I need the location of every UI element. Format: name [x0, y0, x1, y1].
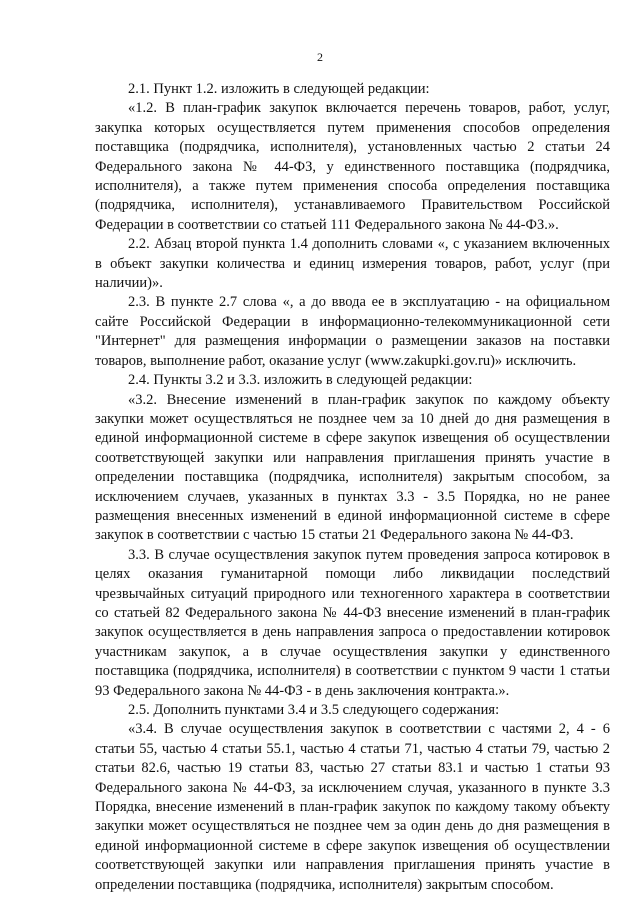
page-number: 2 — [317, 50, 323, 64]
document-body — [95, 80, 610, 895]
paragraph-2-1: 2.1. Пункт 1.2. изложить в следующей редакции: — [128, 81, 430, 97]
paragraph-clause-1-2: «1.2. В план-график закупок включается перечень товаров, работ, услуг, закупка которых осуществляется путем применения способов определения поставщика (подрядчика, исполнителя), установленных частью 2 статьи 24 Федерального закона № 44-ФЗ, у единственного поставщика (подрядчика, исполнителя), а также путем применения способа определения поставщика (подрядчика, исполнителя), устанавливаемого Правительством Российской Федерации в соответствии со статьей 111 Федерального закона № 44-ФЗ.». — [95, 100, 610, 233]
paragraph-2-4: 2.4. Пункты 3.2 и 3.3. изложить в следующей редакции: — [128, 372, 473, 389]
paragraph-2-5: 2.5. Дополнить пунктами 3.4 и 3.5 следующего содержания: — [128, 702, 500, 718]
paragraph-clause-3-3: 3.3. В случае осуществления закупок путем проведения запроса котировок в целях оказания гуманитарной помощи либо ликвидации последствий чрезвычайных ситуаций природного или техногенного характера в соответствии со статьей 82 Федерального закона № 44-ФЗ внесение изменений в план-график закупок осуществляется в день направления запроса о предоставлении котировок участникам закупок, а в случае осуществления закупки у единственного поставщика (подрядчика, исполнителя) в соответствии с пунктом 9 части 1 статьи 93 Федерального закона № 44-ФЗ - в день заключения контракта.». — [95, 546, 610, 699]
paragraph-2-2: 2.2. Абзац второй пункта 1.4 дополнить словами «, с указанием включенных в объект закупки количества и единиц измерения товаров, работ, услуг (при наличии)». — [95, 236, 610, 292]
paragraph-clause-3-2: «3.2. Внесение изменений в план-график закупок по каждому объекту закупки может осуществляться не позднее чем за 10 дней до дня размещения в единой информационной системе в сфере закупок извещения об осуществлении соответствующей закупки или направления приглашения принять участие в определении поставщика (подрядчика, исполнителя) закрытым способом, за исключением случаев, указанных в пунктах 3.3 - 3.5 Порядка, но не ранее размещения внесенных изменений в единой информационной системе в сфере закупок в соответствии с частью 15 статьи 21 Федерального закона № 44-ФЗ. — [95, 391, 610, 544]
paragraph-clause-3-4: «3.4. В случае осуществления закупок в соответствии с частями 2, 4 - 6 статьи 55, частью 4 статьи 55.1, частью 4 статьи 71, частью 4 статьи 79, частью 2 статьи 82.6, частью 19 статьи 83, частью 27 статьи 83.1 и частью 1 статьи 93 Федерального закона № 44-ФЗ, за исключением случая, указанного в пункте 3.3 Порядка, внесение изменений в план-график закупок по каждому такому объекту закупки может осуществляться не позднее чем за один день до дня размещения в единой информационной системе в сфере закупок извещения об осуществлении соответствующей закупки или направления приглашения принять участие в определении поставщика (подрядчика, исполнителя) закрытым способом. — [95, 721, 610, 893]
paragraph-2-3: 2.3. В пункте 2.7 слова «, а до ввода ее в эксплуатацию - на официальном сайте Российской Федерации в информационно-телекоммуникационной сети "Интернет" для размещения информации о размещении заказов на поставки товаров, выполнение работ, оказание услуг (www.zakupki.gov.ru)» исключить. — [95, 294, 610, 369]
